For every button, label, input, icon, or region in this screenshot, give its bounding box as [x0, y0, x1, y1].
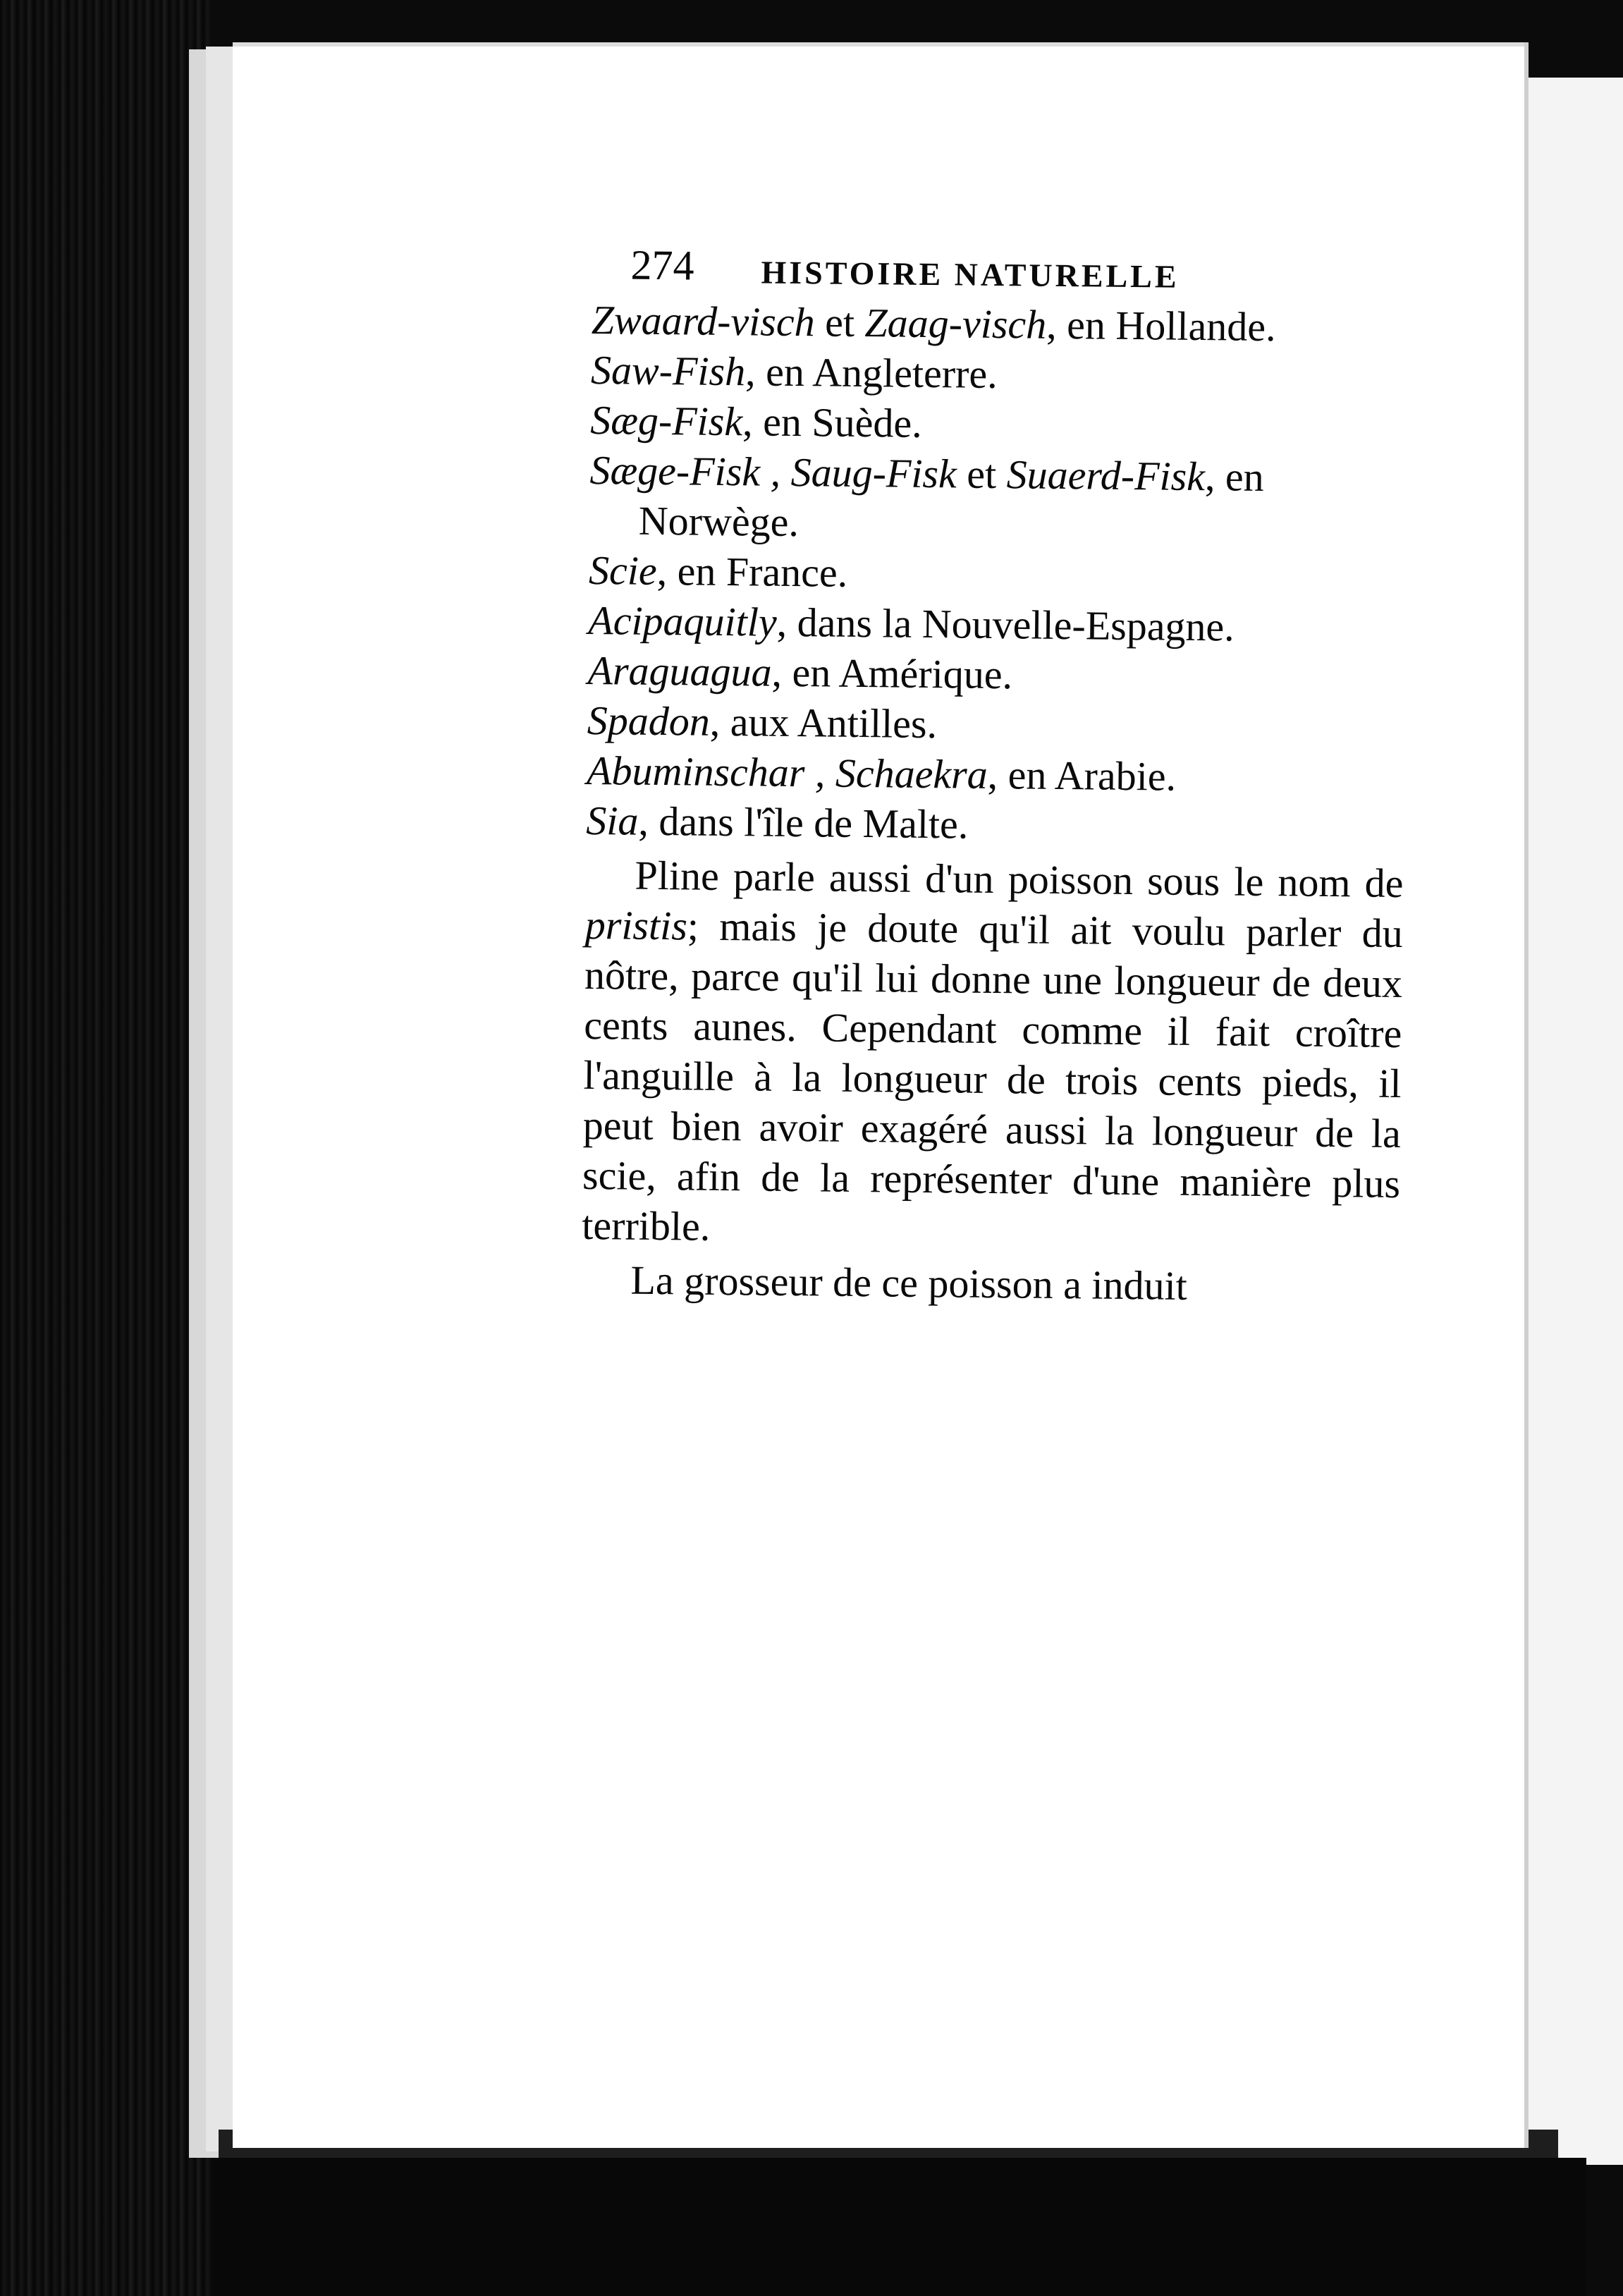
common-names-list [586, 295, 1409, 854]
list-item: Spadon, aux Antilles. [587, 697, 938, 747]
list-item: Scie, en France. [588, 546, 848, 596]
body-paragraph: Pline parle aussi d'un poisson sous le nom de pristis; mais je doute qu'il ait voulu parler du nôtre, parce qu'il lui donne une longueur de deux cents aunes. Cependant comme il fait croître l'anguille à la longueur de trois cents pieds, il peut bien avoir exagéré aussi la longueur de la scie, afin de la représenter d'une manière plus terrible. [582, 852, 1404, 1250]
list-item: Abuminschar , Schaekra, en Arabie. [586, 747, 1177, 800]
book-binding [0, 0, 212, 2296]
running-title: HISTOIRE NATURELLE [761, 254, 1180, 295]
list-item: Sæg-Fisk, en Suède. [589, 396, 922, 446]
list-item: Zwaard-visch et Zaag-visch, en Hollande. [591, 296, 1276, 350]
facing-page-edge [1516, 78, 1623, 2165]
list-item: Saw-Fish, en Angleterre. [590, 346, 998, 398]
list-item: Araguagua, en Amérique. [587, 647, 1013, 698]
page-number: 274 [630, 241, 694, 289]
list-item: Sia, dans l'île de Malte. [586, 797, 969, 848]
body-paragraph-continued: La grosseur de ce poisson a induit [630, 1257, 1188, 1309]
list-item: Acipaquitly, dans la Nouvelle-Espagne. [588, 597, 1235, 650]
scan-bottom-margin [212, 2158, 1586, 2296]
page-text-block [581, 240, 1410, 1313]
list-item: Sæge-Fisk , Saug-Fisk et Suaerd-Fisk, en Norwège. [589, 446, 1265, 546]
running-head [592, 240, 1410, 299]
